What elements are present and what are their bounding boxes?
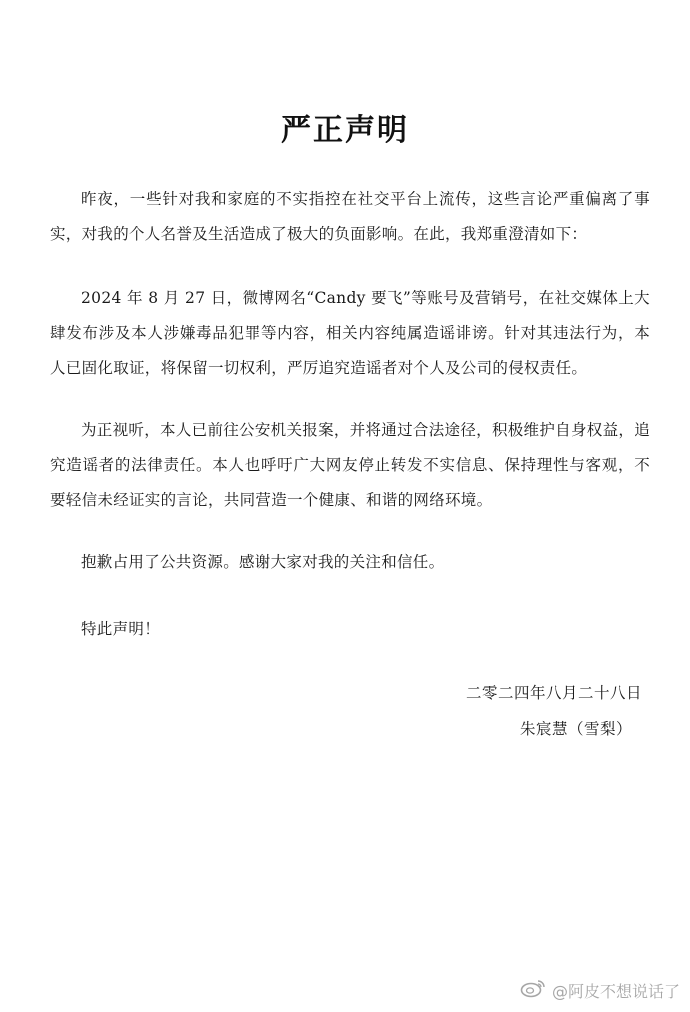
watermark-text: @阿皮不想说话了 (551, 981, 680, 1001)
signature-name: 朱宸慧（雪梨） (519, 720, 632, 738)
paragraph-intro: 昨夜，一些针对我和家庭的不实指控在社交平台上流传，这些言论严重偏离了事实，对我的个人名誉及生活造成了极大的负面影响。在此，我郑重澄清如下： (50, 190, 650, 243)
paragraph-closing: 特此声明！ (81, 620, 161, 638)
paragraph-apology: 抱歉占用了公共资源。感谢大家对我的关注和信任。 (81, 553, 445, 571)
paragraph-legal-action: 为正视听，本人已前往公安机关报案，并将通过合法途径，积极维护自身权益，追究造谣者的法律责任。本人也呼吁广大网友停止转发不实信息、保持理性与客观，不要轻信未经证实的言论，共同营造一个健康、和谐的网络环境。 (50, 421, 650, 509)
watermark (520, 978, 680, 1002)
signature-date: 二零二四年八月二十八日 (465, 684, 642, 702)
paragraph-incident: 2024 年 8 月 27 日，微博网名“Candy 要飞”等账号及营销号，在社交媒体上大肆发布涉及本人涉嫌毒品犯罪等内容，相关内容纯属造谣诽谤。针对其违法行为，本人已固化取证，将保留一切权利，严厉追究造谣者对个人及公司的侵权责任。 (50, 289, 650, 377)
statement-title: 严正声明 (281, 113, 409, 148)
weibo-icon (520, 978, 546, 1002)
